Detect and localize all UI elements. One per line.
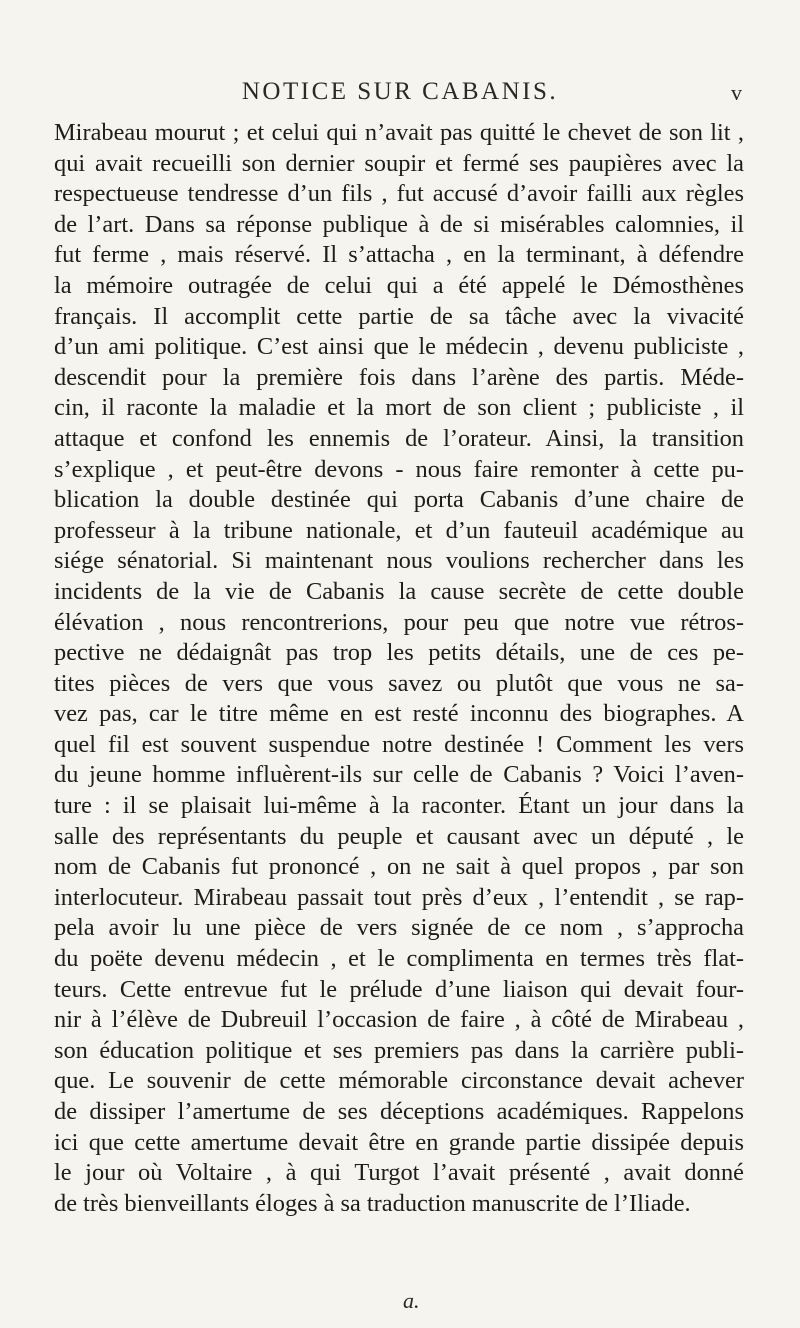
text-line: quel fil est souvent suspendue notre destinée ! Comment les vers	[54, 730, 744, 758]
text-line: élévation , nous rencontrerions, pour peu que notre vue rétros-	[54, 608, 744, 636]
text-line: le jour où Voltaire , à qui Turgot l’avait présenté , avait donné	[54, 1159, 744, 1187]
text-line: du poëte devenu médecin , et le complimenta en termes très flat-	[54, 945, 744, 973]
text-line: la mémoire outragée de celui qui a été appelé le Démosthènes	[54, 271, 744, 299]
running-title: NOTICE SUR CABANIS.	[241, 78, 559, 105]
text-line: son éducation politique et ses premiers pas dans la carrière publi-	[54, 1036, 744, 1064]
text-line: qui avait recueilli son dernier soupir et fermé ses paupières avec la	[54, 149, 744, 177]
text-line: attaque et confond les ennemis de l’orateur. Ainsi, la transition	[54, 424, 744, 452]
text-line: de très bienveillants éloges à sa traduction manuscrite de l’Iliade.	[54, 1189, 691, 1217]
signature-mark: a.	[403, 1288, 420, 1313]
text-line: d’un ami politique. C’est ainsi que le médecin , devenu publiciste ,	[54, 333, 744, 361]
page-header	[0, 78, 800, 112]
text-line: siége sénatorial. Si maintenant nous voulions rechercher dans les	[54, 547, 744, 575]
text-line: teurs. Cette entrevue fut le prélude d’une liaison qui devait four-	[54, 975, 744, 1003]
text-line: incidents de la vie de Cabanis la cause secrète de cette double	[54, 577, 744, 605]
text-line: ture : il se plaisait lui-même à la raconter. Étant un jour dans la	[54, 792, 744, 820]
text-line: de l’art. Dans sa réponse publique à de si misérables calomnies, il	[54, 210, 744, 238]
text-line: de dissiper l’amertume de ses déceptions académiques. Rappelons	[54, 1098, 744, 1125]
text-line: cin, il raconte la maladie et la mort de son client ; publiciste , il	[54, 394, 744, 422]
text-line: tites pièces de vers que vous savez ou plutôt que vous ne sa-	[54, 669, 744, 697]
text-line: fut ferme , mais réservé. Il s’attacha , en la terminant, à défendre	[54, 241, 744, 269]
text-line: pective ne dédaignât pas trop les petits détails, une de ces pe-	[54, 639, 744, 667]
body-text	[54, 118, 744, 1219]
text-line: vez pas, car le titre même en est resté inconnu des biographes. A	[54, 700, 744, 728]
text-line: que. Le souvenir de cette mémorable circonstance devait achever	[54, 1067, 744, 1095]
text-line: professeur à la tribune nationale, et d’un fauteuil académique au	[54, 516, 744, 544]
text-line: interlocuteur. Mirabeau passait tout près d’eux , l’entendit , se rap-	[54, 883, 744, 911]
text-line: du jeune homme influèrent-ils sur celle de Cabanis ? Voici l’aven-	[54, 761, 744, 789]
text-line: pela avoir lu une pièce de vers signée de ce nom , s’approcha	[54, 914, 744, 942]
text-line: nir à l’élève de Dubreuil l’occasion de faire , à côté de Mirabeau ,	[54, 1006, 744, 1034]
text-line: s’explique , et peut-être devons - nous faire remonter à cette pu-	[54, 455, 744, 483]
text-line: descendit pour la première fois dans l’arène des partis. Méde-	[54, 363, 744, 391]
text-line: salle des représentants du peuple et causant avec un député , le	[54, 822, 744, 850]
text-line: ici que cette amertume devait être en grande partie dissipée depuis	[54, 1128, 744, 1156]
text-line: Mirabeau mourut ; et celui qui n’avait pas quitté le chevet de son lit ,	[54, 119, 744, 146]
page-number: v	[731, 80, 742, 105]
text-line: blication la double destinée qui porta Cabanis d’une chaire de	[54, 486, 744, 514]
text-line: nom de Cabanis fut prononcé , on ne sait à quel propos , par son	[54, 853, 744, 881]
text-line: français. Il accomplit cette partie de sa tâche avec la vivacité	[54, 302, 744, 330]
text-line: respectueuse tendresse d’un fils , fut accusé d’avoir failli aux règles	[54, 180, 744, 208]
